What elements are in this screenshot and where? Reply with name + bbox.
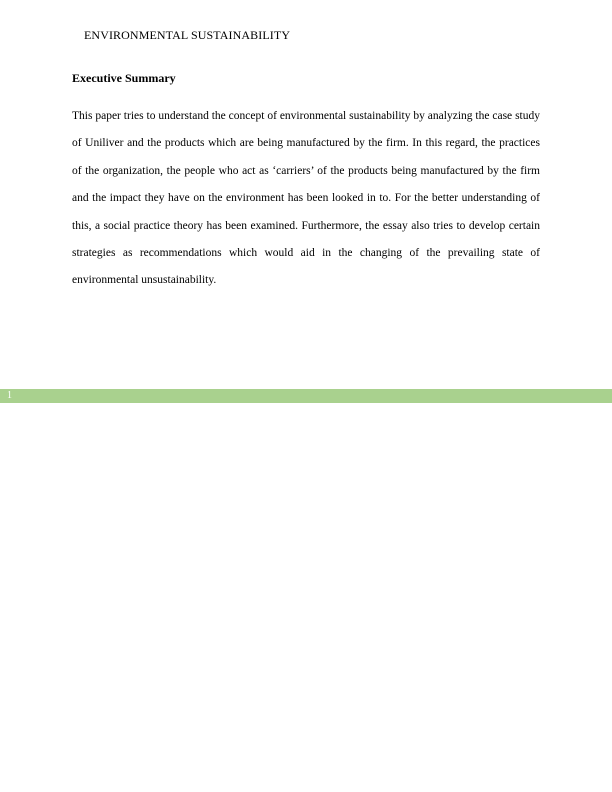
page-footer-band	[0, 389, 612, 403]
page-number: 1	[7, 390, 12, 401]
executive-summary-paragraph: This paper tries to understand the concept of environmental sustainability by analyzing the case study of Uniliver and the products which are being manufactured by the firm. In this regard, the practices of the organization, the people who act as ‘carriers’ of the products being manufactured by the firm and the impact they have on the environment has been looked in to. For the better understanding of this, a social practice theory has been examined. Furthermore, the essay also tries to develop certain strategies as recommendations which would aid in the changing of the prevailing state of environmental unsustainability.	[72, 110, 540, 287]
section-heading: Executive Summary	[72, 71, 176, 85]
running-header: ENVIRONMENTAL SUSTAINABILITY	[84, 28, 291, 42]
